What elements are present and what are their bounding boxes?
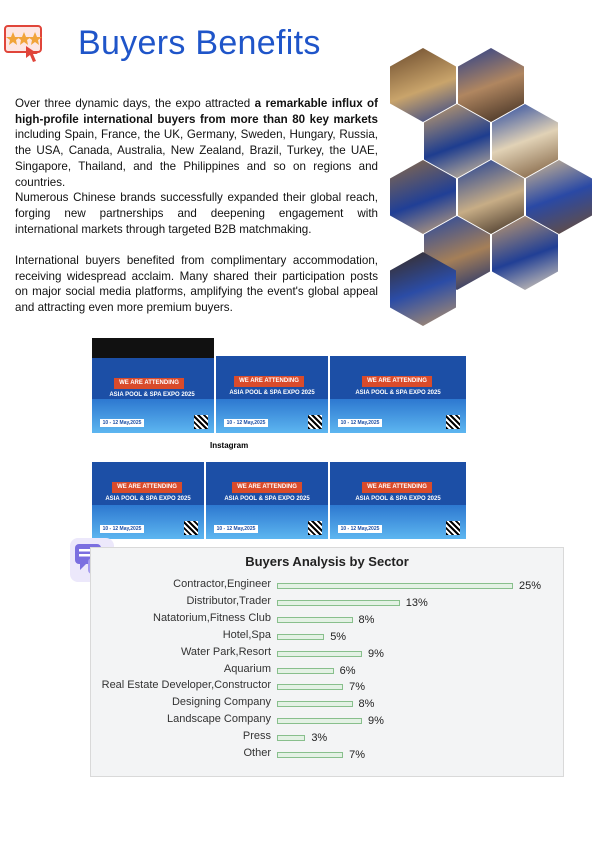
qr-code-icon — [446, 521, 460, 535]
expo-name: ASIA POOL & SPA EXPO 2025 — [105, 496, 191, 502]
attending-label: WE ARE ATTENDING — [234, 376, 304, 387]
qr-code-icon — [308, 521, 322, 535]
category-label: Aquarium — [223, 662, 271, 675]
rating-stars-icon — [2, 22, 48, 64]
value-label: 8% — [358, 613, 375, 626]
bar — [277, 583, 513, 589]
value-label: 7% — [349, 681, 365, 694]
value-label: 6% — [339, 664, 356, 677]
category-label: Other — [243, 747, 271, 759]
attending-label: WE ARE ATTENDING — [114, 378, 184, 389]
expo-name: ASIA POOL & SPA EXPO 2025 — [109, 392, 195, 398]
qr-code-icon — [308, 415, 322, 429]
value-label: 25% — [519, 580, 542, 592]
category-label: Landscape Company — [167, 713, 271, 726]
bar — [277, 684, 343, 690]
qr-code-icon — [446, 415, 460, 429]
expo-dates: 10 - 12 May,2025 — [338, 525, 382, 533]
social-post-tile — [206, 438, 328, 539]
bar — [277, 600, 400, 606]
social-post-tile — [92, 338, 214, 433]
attending-label: WE ARE ATTENDING — [362, 376, 432, 387]
value-label: 9% — [367, 647, 384, 660]
category-label: Distributor,Trader — [186, 594, 271, 607]
value-label: 7% — [349, 749, 365, 761]
bar — [277, 718, 362, 724]
social-media-posts — [92, 336, 466, 539]
value-label: 5% — [330, 630, 347, 643]
expo-dates: 10 - 12 May,2025 — [214, 525, 258, 533]
instagram-label: Instagram — [210, 441, 249, 450]
expo-dates: 10 - 12 May,2025 — [224, 419, 268, 427]
value-label: 8% — [358, 698, 375, 711]
buyer-photo-collage — [386, 42, 598, 327]
attending-label: WE ARE ATTENDING — [112, 482, 182, 493]
qr-code-icon — [194, 415, 208, 429]
bar — [277, 701, 353, 707]
buyers-by-sector-chart — [90, 547, 564, 777]
bar — [277, 735, 305, 741]
social-post-tile — [330, 438, 466, 539]
qr-code-icon — [184, 521, 198, 535]
bar — [277, 752, 343, 758]
bar — [277, 617, 353, 623]
category-label: Contractor,Engineer — [173, 578, 271, 590]
category-label: Real Estate Developer,Constructor — [101, 679, 271, 692]
attending-label: WE ARE ATTENDING — [232, 482, 302, 493]
category-label: Natatorium,Fitness Club — [153, 611, 271, 624]
category-label: Hotel,Spa — [222, 628, 271, 641]
bar — [277, 651, 362, 657]
page-title: Buyers Benefits — [78, 24, 321, 62]
value-label: 13% — [405, 596, 428, 609]
intro-p1-text: Over three dynamic days, the expo attracted — [15, 97, 255, 110]
expo-dates: 10 - 12 May,2025 — [338, 419, 382, 427]
intro-paragraph-3: International buyers benefited from complimentary accommodation, receiving widespread acclaim. Many shared their participation posts on major social media platforms, amplifying the event's global appeal and attracting even more premium buyers. — [15, 254, 378, 315]
intro-text — [15, 96, 378, 316]
expo-dates: 10 - 12 May,2025 — [100, 525, 144, 533]
intro-p1-rest: including Spain, France, the UK, Germany, Sweden, Hungary, Russia, the USA, Canada, Australia, New Zealand, Brazil, Turkey, the UAE, Singapore, Thailand, and the Philippines and so on regions and countries. — [15, 128, 378, 189]
intro-p1-highlight: a remarkable influx of high-profile international buyers from more than 80 key markets — [15, 97, 378, 126]
bar — [277, 668, 334, 674]
social-post-tile — [216, 336, 328, 433]
expo-name: ASIA POOL & SPA EXPO 2025 — [224, 496, 310, 502]
value-label: 3% — [311, 732, 328, 745]
expo-dates: 10 - 12 May,2025 — [100, 419, 144, 427]
bar — [277, 634, 324, 640]
expo-name: ASIA POOL & SPA EXPO 2025 — [229, 390, 315, 396]
expo-name: ASIA POOL & SPA EXPO 2025 — [355, 390, 441, 396]
intro-paragraph-1 — [15, 96, 378, 190]
intro-paragraph-2: Numerous Chinese brands successfully expanded their global reach, forging new partnerships and deepening engagement with international markets through targeted B2B matchmaking. — [15, 191, 378, 236]
chart-title: Buyers Analysis by Sector — [245, 554, 409, 569]
attending-label: WE ARE ATTENDING — [362, 482, 432, 493]
expo-name: ASIA POOL & SPA EXPO 2025 — [355, 496, 441, 502]
chart-plot-area — [91, 548, 563, 776]
social-post-tile — [330, 336, 466, 433]
category-label: Water Park,Resort — [180, 645, 271, 658]
category-label: Press — [242, 730, 271, 743]
category-label: Designing Company — [171, 696, 271, 709]
value-label: 9% — [367, 715, 384, 728]
social-post-tile — [92, 438, 204, 539]
